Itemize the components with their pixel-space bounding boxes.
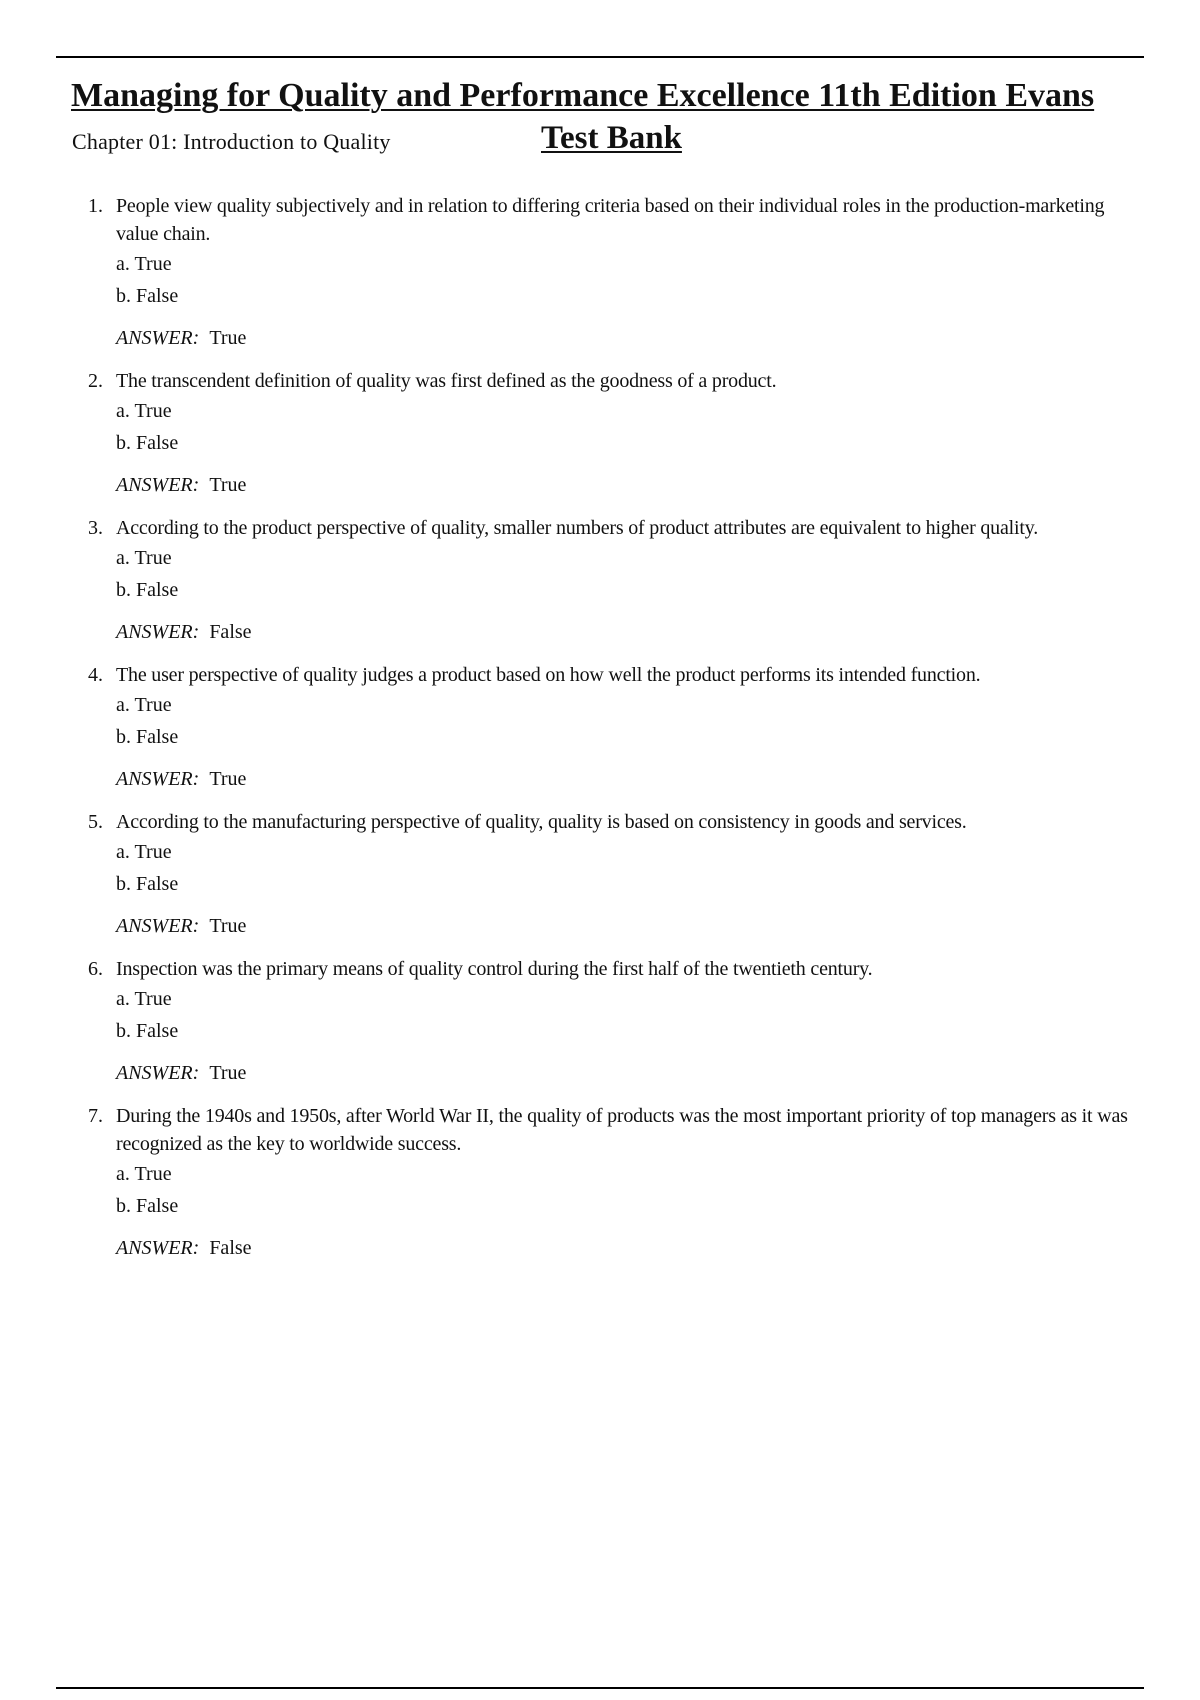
answer-label: ANSWER: <box>116 915 200 937</box>
option-a: a. True <box>116 841 172 863</box>
question-number: 6. <box>88 958 103 980</box>
question-text: According to the manufacturing perspective of quality, quality is based on consistency in goods and services. <box>116 811 967 833</box>
question-item <box>88 661 1148 793</box>
chapter-heading: Chapter 01: Introduction to Quality <box>72 129 391 154</box>
answer-line <box>116 912 1148 940</box>
answer-line <box>116 1234 1148 1262</box>
bottom-rule <box>56 1687 1144 1689</box>
option-a: a. True <box>116 694 172 716</box>
top-rule <box>56 56 1144 58</box>
option-a: a. True <box>116 1163 172 1185</box>
question-number: 2. <box>88 370 103 392</box>
option-b: b. False <box>116 873 179 895</box>
question-number: 4. <box>88 664 103 686</box>
question-text: According to the product perspective of quality, smaller numbers of product attributes are equivalent to higher quality. <box>116 517 1039 539</box>
option-b: b. False <box>116 579 179 601</box>
answer-label: ANSWER: <box>116 621 200 643</box>
question-item <box>88 367 1148 499</box>
question-item <box>88 514 1148 646</box>
option-a: a. True <box>116 400 172 422</box>
question-item <box>88 192 1148 352</box>
question-number: 1. <box>88 195 103 217</box>
answer-line <box>116 765 1148 793</box>
option-b: b. False <box>116 1020 179 1042</box>
question-text: The user perspective of quality judges a product based on how well the product performs its intended function. <box>116 664 981 686</box>
question-text: During the 1940s and 1950s, after World War II, the quality of products was the most important priority of top managers as it was recognized as the key to worldwide success. <box>116 1105 1128 1155</box>
question-text: People view quality subjectively and in relation to differing criteria based on their individual roles in the production-marketing value chain. <box>116 195 1105 245</box>
option-b: b. False <box>116 726 179 748</box>
question-text: Inspection was the primary means of quality control during the first half of the twentieth century. <box>116 958 873 980</box>
answer-label: ANSWER: <box>116 768 200 790</box>
option-a: a. True <box>116 253 172 275</box>
question-number: 5. <box>88 811 103 833</box>
answer-value: True <box>209 327 247 349</box>
answer-value: True <box>209 915 247 937</box>
option-b: b. False <box>116 285 179 307</box>
document-title: Managing for Quality and Performance Excellence 11th Edition Evans <box>71 77 1095 114</box>
answer-label: ANSWER: <box>116 1237 200 1259</box>
answer-value: False <box>209 621 252 643</box>
option-a: a. True <box>116 547 172 569</box>
option-b: b. False <box>116 432 179 454</box>
answer-value: False <box>209 1237 252 1259</box>
option-a: a. True <box>116 988 172 1010</box>
document-subtitle: Test Bank <box>541 120 682 156</box>
question-item <box>88 808 1148 940</box>
option-b: b. False <box>116 1195 179 1217</box>
question-number: 3. <box>88 517 103 539</box>
answer-line <box>116 1059 1148 1087</box>
answer-line <box>116 471 1148 499</box>
question-item <box>88 955 1148 1087</box>
answer-value: True <box>209 474 247 496</box>
question-item <box>88 1102 1148 1262</box>
question-number: 7. <box>88 1105 103 1127</box>
answer-label: ANSWER: <box>116 1062 200 1084</box>
answer-line <box>116 324 1148 352</box>
answer-value: True <box>209 1062 247 1084</box>
question-text: The transcendent definition of quality was first defined as the goodness of a product. <box>116 370 777 392</box>
answer-value: True <box>209 768 247 790</box>
answer-label: ANSWER: <box>116 327 200 349</box>
answer-line <box>116 618 1148 646</box>
answer-label: ANSWER: <box>116 474 200 496</box>
question-list <box>88 192 1148 1277</box>
